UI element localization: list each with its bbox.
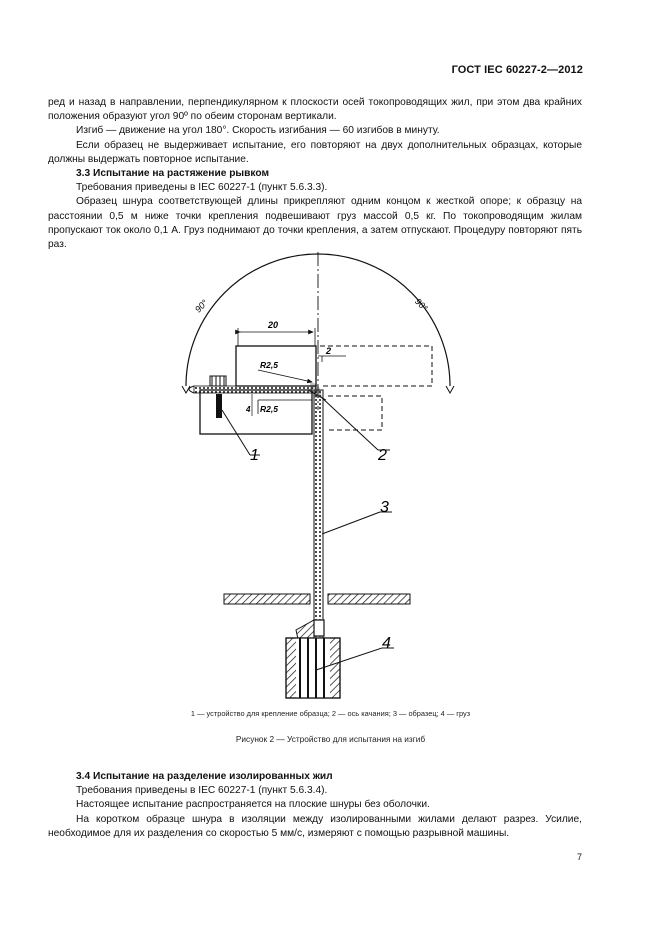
page-number: 7 (577, 852, 583, 862)
support-plate-right (328, 594, 410, 604)
dimension-20-label: 20 (268, 320, 279, 330)
angle-label-left: 90° (192, 297, 210, 315)
top-text-block (48, 96, 582, 252)
figure-drawing (150, 250, 480, 710)
label-3: 3 (380, 499, 389, 516)
cord-horizontal (194, 386, 316, 393)
figure-caption: Рисунок 2 — Устройство для испытания на изгиб (235, 734, 426, 744)
paragraph-procedure-3-4: На коротком образце шнура в изоляции между изолированными жилами делают разрез. Усилие, необходимое для их разделения со скоростью 5 мм/с, измеряют с помощью разрывной машины. (48, 813, 582, 839)
figure-legend: 1 — устройство для крепление образца; 2 — ось качания; 3 — образец; 4 — груз (190, 709, 471, 718)
paragraph-scope-3-4: Настоящее испытание распространяется на плоские шнуры без оболочки. (76, 799, 430, 811)
bottom-text-block (48, 770, 582, 841)
radius-top-label: R2,5 (260, 360, 278, 370)
specimen-cord (314, 390, 323, 640)
figure-bending-apparatus (150, 250, 480, 710)
paragraph-procedure-3-3: Образец шнура соответствующей длины прикрепляют одним концом к жесткой опоре; к образцу на расстоянии 0,5 м ниже точки крепления подвешивают груз массой 0,5 кг. По токопроводящим жилам пропускают ток около 0,1 А. Груз поднимают до точки крепления, а затем отпускают. Процедуру повторяют пять раз. (48, 196, 582, 251)
clamp-bolt (216, 394, 222, 418)
label-1: 1 (250, 447, 259, 464)
label-2: 2 (378, 447, 387, 464)
paragraph-continuation: ред и назад в направлении, перпендикулярном к плоскости осей токопроводящих жил, при этом два крайних положения образуют угол 90º по обеим сторонам вертикали. (48, 97, 582, 123)
dimension-4-label: 4 (246, 405, 251, 414)
section-heading-3-3: 3.3 Испытание на растяжение рывком (76, 168, 269, 180)
paragraph-bend: Изгиб — движение на угол 180°. Скорость изгибания — 60 изгибов в минуту. (76, 125, 440, 137)
paragraph-repeat: Если образец не выдерживает испытание, его повторяют на двух дополнительных образцах, которые должны выдержать повторное испытание. (48, 139, 582, 165)
section-heading-3-4: 3.4 Испытание на разделение изолированных жил (76, 771, 333, 782)
right-clamp-dashed (320, 346, 432, 386)
paragraph-requirements-3-4: Требования приведены в IEC 60227-1 (пункт 5.6.3.4). (76, 785, 328, 797)
radius-bottom-label: R2,5 (260, 404, 278, 414)
angle-label-right: 90° (412, 296, 430, 314)
support-plate-left (224, 594, 310, 604)
label-4: 4 (382, 635, 391, 652)
paragraph-requirements-3-3: Требования приведены в IEC 60227-1 (пункт 5.6.3.3). (76, 182, 328, 194)
document-header: ГОСТ IEC 60227-2—2012 (451, 64, 583, 76)
dimension-2-label: 2 (326, 346, 332, 356)
